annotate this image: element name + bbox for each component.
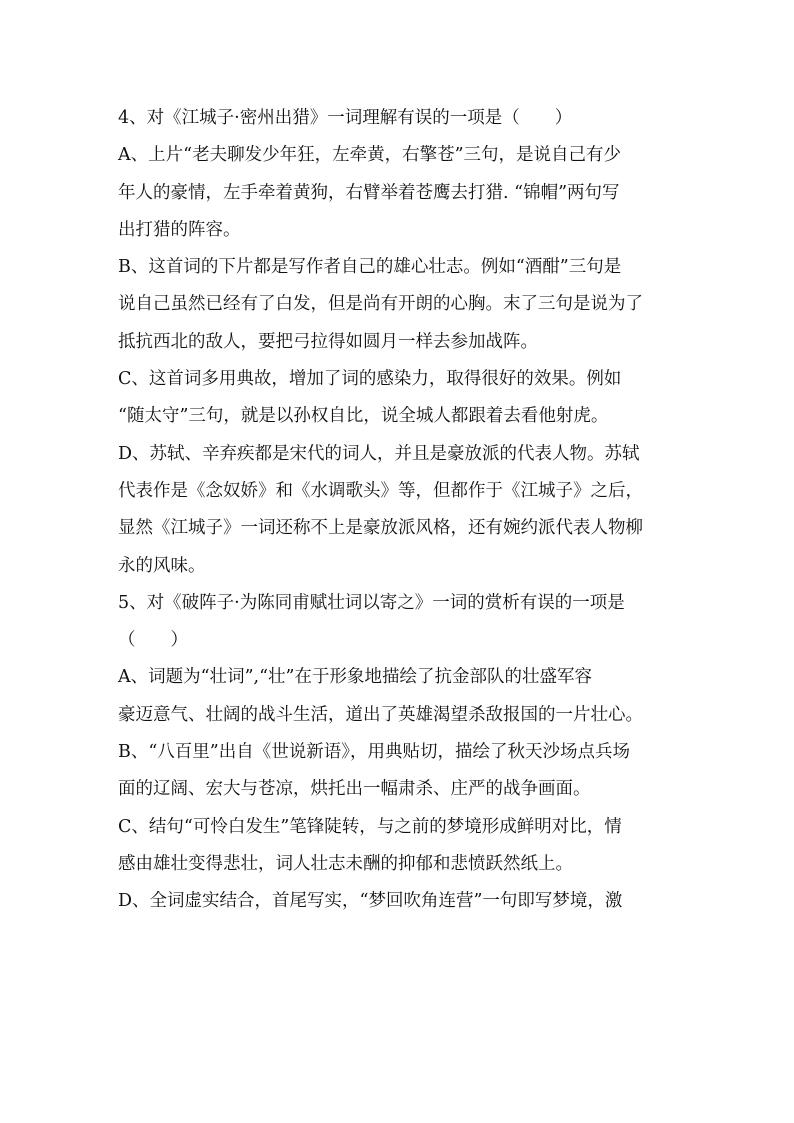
question-4-option-d-line-3: 显然《江城子》一词还称不上是豪放派风格，还有婉约派代表人物柳	[118, 518, 643, 539]
question-5-stem-line-1: 5、对《破阵子·为陈同甫赋壮词以寄之》一词的赏析有误的一项是	[118, 592, 625, 613]
question-4-option-b-line-3: 抵抗西北的敌人，要把弓拉得如圆月一样去参加战阵。	[118, 331, 538, 352]
question-4-option-d-line-4: 永的风味。	[118, 555, 206, 576]
question-4-stem: 4、对《江城子·密州出猎》一词理解有误的一项是（ ）	[118, 108, 573, 128]
question-5-option-a-line-1: A、词题为“壮词”,“壮”在于形象地描绘了抗金部队的壮盛军容	[118, 667, 592, 688]
question-4-option-a-line-1: A、上片“老夫聊发少年狂，左牵黄，右擎苍”三句，是说自己有少	[118, 145, 622, 166]
question-text-body	[118, 100, 678, 921]
question-5-option-a-line-2: 豪迈意气、壮阔的战斗生活，道出了英雄渴望杀敌报国的一片壮心。	[118, 704, 643, 725]
question-5-option-c-line-1: C、结句“可怜白发生”笔锋陡转，与之前的梦境形成鲜明对比，情	[118, 816, 622, 837]
question-4-option-d-line-2: 代表作是《念奴娇》和《水调歌头》等，但都作于《江城子》之后，	[118, 480, 643, 501]
question-4-option-b-line-2: 说自己虽然已经有了白发，但是尚有开朗的心胸。末了三句是说为了	[118, 294, 643, 315]
question-4-option-c-line-2: “随太守”三句，就是以孙权自比，说全城人都跟着去看他射虎。	[118, 406, 609, 427]
question-5-option-d-line-1: D、全词虚实结合，首尾写实，“梦回吹角连营”一句即写梦境，激	[118, 891, 623, 912]
question-4-option-b-line-1: B、这首词的下片都是写作者自己的雄心壮志。例如“酒酣”三句是	[118, 257, 622, 278]
question-4-option-d-line-1: D、苏轼、辛弃疾都是宋代的词人，并且是豪放派的代表人物。苏轼	[118, 443, 640, 464]
question-4-option-a-line-3: 出打猎的阵容。	[118, 219, 241, 240]
question-5-option-c-line-2: 感由雄壮变得悲壮，词人壮志未酬的抑郁和悲愤跃然纸上。	[118, 853, 573, 874]
question-5-stem-line-2: （ ）	[118, 630, 188, 651]
question-5-option-b-line-1: B、“八百里”出自《世说新语》，用典贴切，描绘了秋天沙场点兵场	[118, 742, 631, 763]
question-4-option-c-line-1: C、这首词多用典故，增加了词的感染力，取得很好的效果。例如	[118, 369, 622, 390]
question-5-option-b-line-2: 面的辽阔、宏大与苍凉，烘托出一幅肃杀、庄严的战争画面。	[118, 779, 591, 800]
question-4-option-a-line-2: 年人的豪情，左手牵着黄狗，右臂举着苍鹰去打猎. “锦帽”两句写	[118, 182, 620, 203]
